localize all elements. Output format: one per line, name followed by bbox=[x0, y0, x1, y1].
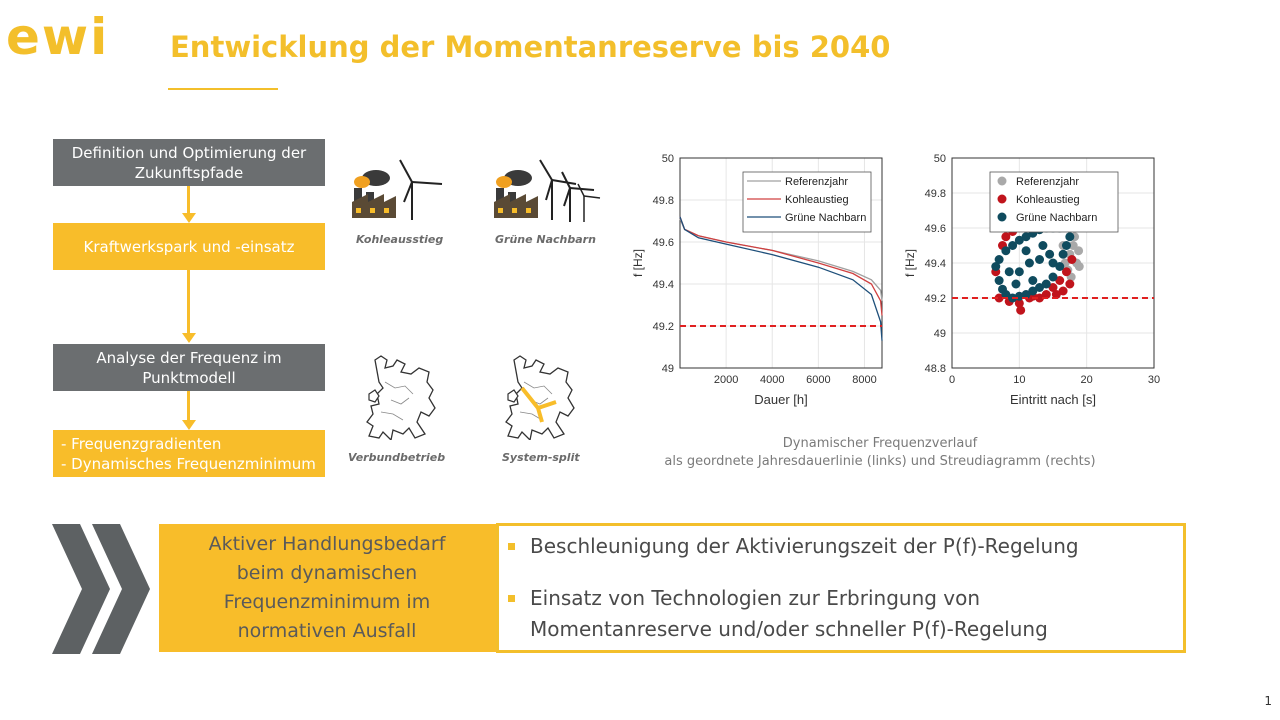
y-tick-label: 49 bbox=[933, 328, 946, 340]
flow-arrow-2 bbox=[187, 270, 190, 334]
y-tick-label: 50 bbox=[661, 153, 674, 165]
scatter-point bbox=[1042, 280, 1051, 289]
page-title: Entwicklung der Momentanreserve bis 2040 bbox=[170, 30, 891, 64]
ewi-logo bbox=[6, 8, 136, 60]
scatter-point bbox=[1045, 250, 1054, 259]
coal-plant-wind-icon bbox=[348, 158, 448, 226]
flow-arrowhead-2 bbox=[182, 333, 196, 343]
legend-marker bbox=[998, 213, 1007, 222]
legend-label: Grüne Nachbarn bbox=[785, 212, 867, 224]
y-tick-label: 49 bbox=[661, 363, 674, 375]
x-axis-label: Dauer [h] bbox=[754, 392, 808, 407]
scenario-label-gruene-nachbarn: Grüne Nachbarn bbox=[495, 233, 596, 246]
scatter-point bbox=[1016, 306, 1025, 315]
europe-map-split-icon bbox=[494, 352, 580, 440]
scatter-point bbox=[995, 255, 1004, 264]
action-text bbox=[166, 530, 488, 646]
scatter-point bbox=[1065, 232, 1074, 241]
scenario-label-verbundbetrieb: Verbundbetrieb bbox=[348, 451, 446, 464]
legend-label: Kohleaustieg bbox=[785, 194, 849, 206]
flow-step-analyse bbox=[53, 344, 325, 391]
x-tick-label: 2000 bbox=[713, 374, 739, 386]
legend-marker bbox=[998, 177, 1007, 186]
legend-label: Kohleaustieg bbox=[1016, 194, 1080, 206]
double-chevron-icon bbox=[52, 524, 152, 654]
x-axis-label: Eintritt nach [s] bbox=[1010, 392, 1096, 407]
legend-marker bbox=[998, 195, 1007, 204]
scatter-point bbox=[1067, 255, 1076, 264]
action-line-1: Aktiver Handlungsbedarf bbox=[208, 533, 446, 555]
chart-caption-line2: als geordnete Jahresdauerlinie (links) und Streudiagramm (rechts) bbox=[664, 454, 1096, 469]
flow-step-kraftwerkspark bbox=[53, 223, 325, 270]
flow-step-analyse-label: Analyse der Frequenz im Punktmodell bbox=[96, 348, 282, 387]
action-line-2: beim dynamischen bbox=[236, 562, 418, 584]
y-tick-label: 49.8 bbox=[652, 195, 674, 207]
coal-plant-multi-wind-icon bbox=[490, 158, 602, 226]
legend-label: Referenzjahr bbox=[785, 176, 848, 188]
chart-caption-line1: Dynamischer Frequenzverlauf bbox=[782, 436, 978, 451]
y-tick-label: 49.2 bbox=[924, 293, 946, 305]
y-tick-label: 48.8 bbox=[924, 363, 946, 375]
y-tick-label: 50 bbox=[933, 153, 946, 165]
y-tick-label: 49.6 bbox=[652, 237, 674, 249]
y-tick-label: 49.6 bbox=[924, 223, 946, 235]
y-tick-label: 49.8 bbox=[924, 188, 946, 200]
y-axis-label: f [Hz] bbox=[631, 248, 645, 278]
legend-label: Referenzjahr bbox=[1016, 176, 1079, 188]
scatter-point bbox=[1075, 262, 1084, 271]
scatter-point bbox=[1025, 259, 1034, 268]
result-frequenzgradienten: - Frequenzgradienten bbox=[61, 434, 222, 453]
scenario-label-kohleausstieg: Kohleausstieg bbox=[356, 233, 444, 246]
flow-step-definition bbox=[53, 139, 325, 186]
flow-arrowhead-1 bbox=[182, 213, 196, 223]
flow-arrow-3 bbox=[187, 391, 190, 421]
result-frequenzminimum: - Dynamisches Frequenzminimum bbox=[61, 454, 316, 473]
x-tick-label: 30 bbox=[1147, 374, 1161, 386]
flow-arrow-1 bbox=[187, 186, 190, 214]
x-tick-label: 20 bbox=[1080, 374, 1093, 386]
y-tick-label: 49.4 bbox=[924, 258, 946, 270]
x-tick-label: 0 bbox=[948, 374, 956, 386]
scatter-point bbox=[1028, 276, 1037, 285]
action-line-3: Frequenzminimum im bbox=[223, 591, 431, 613]
scatter-point bbox=[1074, 246, 1083, 255]
scatter-point bbox=[1011, 280, 1020, 289]
scatter-point bbox=[1049, 273, 1058, 282]
flow-arrowhead-3 bbox=[182, 420, 196, 430]
measure-item-2 bbox=[530, 583, 1048, 645]
measure-item-2-line1: Einsatz von Technologien zur Erbringung von bbox=[530, 586, 981, 610]
logo-text: ewi bbox=[6, 8, 110, 60]
scatter-point bbox=[1049, 259, 1058, 268]
bullet-icon bbox=[508, 595, 515, 602]
flow-step-ergebnisse bbox=[53, 430, 325, 477]
europe-map-icon bbox=[355, 352, 441, 440]
measure-item-2-line2: Momentanreserve und/oder schneller P(f)-Regelung bbox=[530, 617, 1048, 641]
scatter-point bbox=[995, 276, 1004, 285]
x-tick-label: 10 bbox=[1013, 374, 1026, 386]
x-tick-label: 4000 bbox=[759, 374, 785, 386]
page-number: 1 bbox=[1264, 694, 1272, 708]
x-tick-label: 6000 bbox=[806, 374, 831, 386]
duration-curve-chart bbox=[626, 148, 888, 418]
chart-caption bbox=[610, 435, 1150, 471]
action-line-4: normativen Ausfall bbox=[237, 620, 417, 642]
scatter-point bbox=[1035, 255, 1044, 264]
scatter-point bbox=[1065, 280, 1074, 289]
y-tick-label: 49.2 bbox=[652, 321, 674, 333]
y-tick-label: 49.4 bbox=[652, 279, 674, 291]
x-tick-label: 8000 bbox=[852, 374, 877, 386]
scatter-point bbox=[1059, 250, 1068, 259]
scatter-point bbox=[1038, 241, 1047, 250]
scatter-point bbox=[1062, 241, 1071, 250]
measure-item-1: Beschleunigung der Aktivierungszeit der P(f)-Regelung bbox=[530, 534, 1079, 558]
bullet-icon bbox=[508, 543, 515, 550]
flow-step-kraftwerkspark-label: Kraftwerkspark und -einsatz bbox=[83, 237, 295, 256]
scatter-point bbox=[1022, 246, 1031, 255]
scatter-point bbox=[1015, 267, 1024, 276]
title-underline bbox=[168, 88, 278, 90]
scatter-chart bbox=[898, 148, 1168, 418]
flow-step-definition-label: Definition und Optimierung der Zukunftspfade bbox=[71, 143, 307, 182]
scenario-label-system-split: System-split bbox=[502, 451, 580, 464]
scatter-point bbox=[1005, 267, 1014, 276]
legend-label: Grüne Nachbarn bbox=[1016, 212, 1098, 224]
y-axis-label: f [Hz] bbox=[903, 248, 917, 278]
